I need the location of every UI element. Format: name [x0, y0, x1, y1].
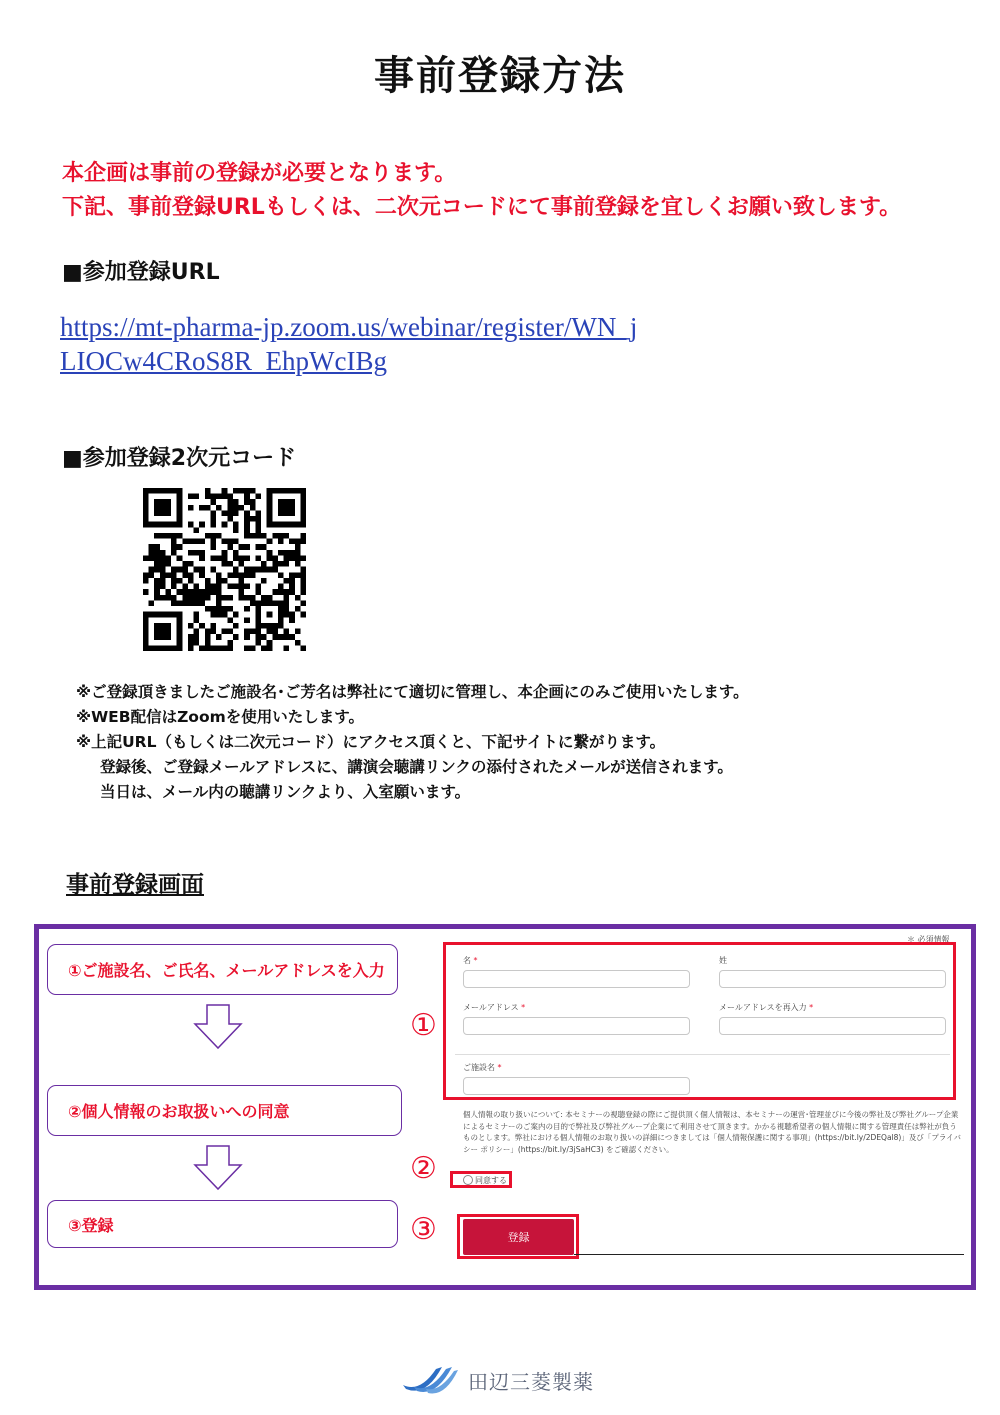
step-3-box: ③登録	[47, 1200, 398, 1248]
note-2: ※WEB配信はZoomを使用いたします。	[76, 708, 365, 726]
first-name-input[interactable]	[463, 970, 690, 988]
company-name: 田辺三菱製薬	[468, 1369, 594, 1394]
email-confirm-input[interactable]	[719, 1017, 946, 1035]
registration-screen-heading: 事前登録画面	[66, 872, 204, 898]
notes-block	[76, 680, 749, 805]
last-name-input[interactable]	[719, 970, 946, 988]
register-button[interactable]: 登録	[463, 1219, 574, 1255]
url-line-1: https://mt-pharma-jp.zoom.us/webinar/register/WN_j	[60, 312, 638, 342]
privacy-notice: 個人情報の取り扱いについて: 本セミナーの視聴登録の際にご提供頂く個人情報は、本セミナーの運営･管理並びに今後の弊社及び弊社グループ企業によるセミナーのご案内の目的で弊社及び弊社グループ企業にて利用させて頂きます。かかる視聴希望者の個人情報に関する管理責任は弊社が負うものとします。弊社における個人情報のお取り扱いの詳細につきましては「個人情報保護に関する事項」(https://bit.ly/2DEQal8)」及び「プライバシー ポリシー」(https://bit.ly/3jSaHC3) をご確認ください。	[463, 1110, 961, 1154]
form-divider	[455, 1054, 950, 1055]
note-1: ※ご登録頂きましたご施設名･ご芳名は弊社にて適切に管理し、本企画にのみご使用いたします。	[76, 683, 749, 701]
required-note: ＊ 必須情報	[907, 935, 950, 944]
intro-line-1: 本企画は事前の登録が必要となります。	[62, 161, 457, 186]
form-bottom-line	[574, 1254, 964, 1255]
first-name-label: 名 *	[463, 956, 478, 965]
url-line-2: LIOCw4CRoS8R_EhpWcIBg	[60, 346, 387, 376]
note-5: 当日は、メール内の聴講リンクより、入室願います。	[100, 783, 471, 801]
note-3: ※上記URL（もしくは二次元コード）にアクセス頂くと、下記サイトに繋がります。	[76, 733, 666, 751]
email-input[interactable]	[463, 1017, 690, 1035]
company-logo	[400, 1360, 594, 1400]
email-confirm-label: メールアドレスを再入力 *	[719, 1003, 814, 1012]
qr-code	[143, 488, 306, 651]
email-label: メールアドレス *	[463, 1003, 526, 1012]
marker-3: ③	[410, 1212, 437, 1247]
agree-label: 同意する	[475, 1176, 507, 1185]
facility-label: ご施設名 *	[463, 1063, 502, 1072]
step-2-box: ②個人情報のお取扱いへの同意	[47, 1085, 402, 1136]
page-title: 事前登録方法	[374, 53, 626, 99]
registration-url-link[interactable]	[60, 310, 760, 378]
note-4: 登録後、ご登録メールアドレスに、講演会聴講リンクの添付されたメールが送信されます。	[100, 758, 733, 776]
url-heading: ■参加登録URL	[62, 260, 220, 285]
down-arrow-icon	[193, 1004, 243, 1050]
facility-input[interactable]	[463, 1077, 690, 1095]
last-name-label: 姓	[719, 956, 727, 965]
marker-2: ②	[410, 1151, 437, 1186]
qr-heading: ■参加登録2次元コード	[62, 446, 297, 471]
intro-line-2: 下記、事前登録URLもしくは、二次元コードにて事前登録を宜しくお願い致します。	[62, 195, 902, 220]
step-1-box: ①ご施設名、ご氏名、メールアドレスを入力	[47, 944, 398, 995]
agree-radio[interactable]	[463, 1175, 473, 1185]
down-arrow-icon	[193, 1145, 243, 1191]
marker-1: ①	[410, 1008, 437, 1043]
company-logo-icon	[400, 1363, 458, 1397]
